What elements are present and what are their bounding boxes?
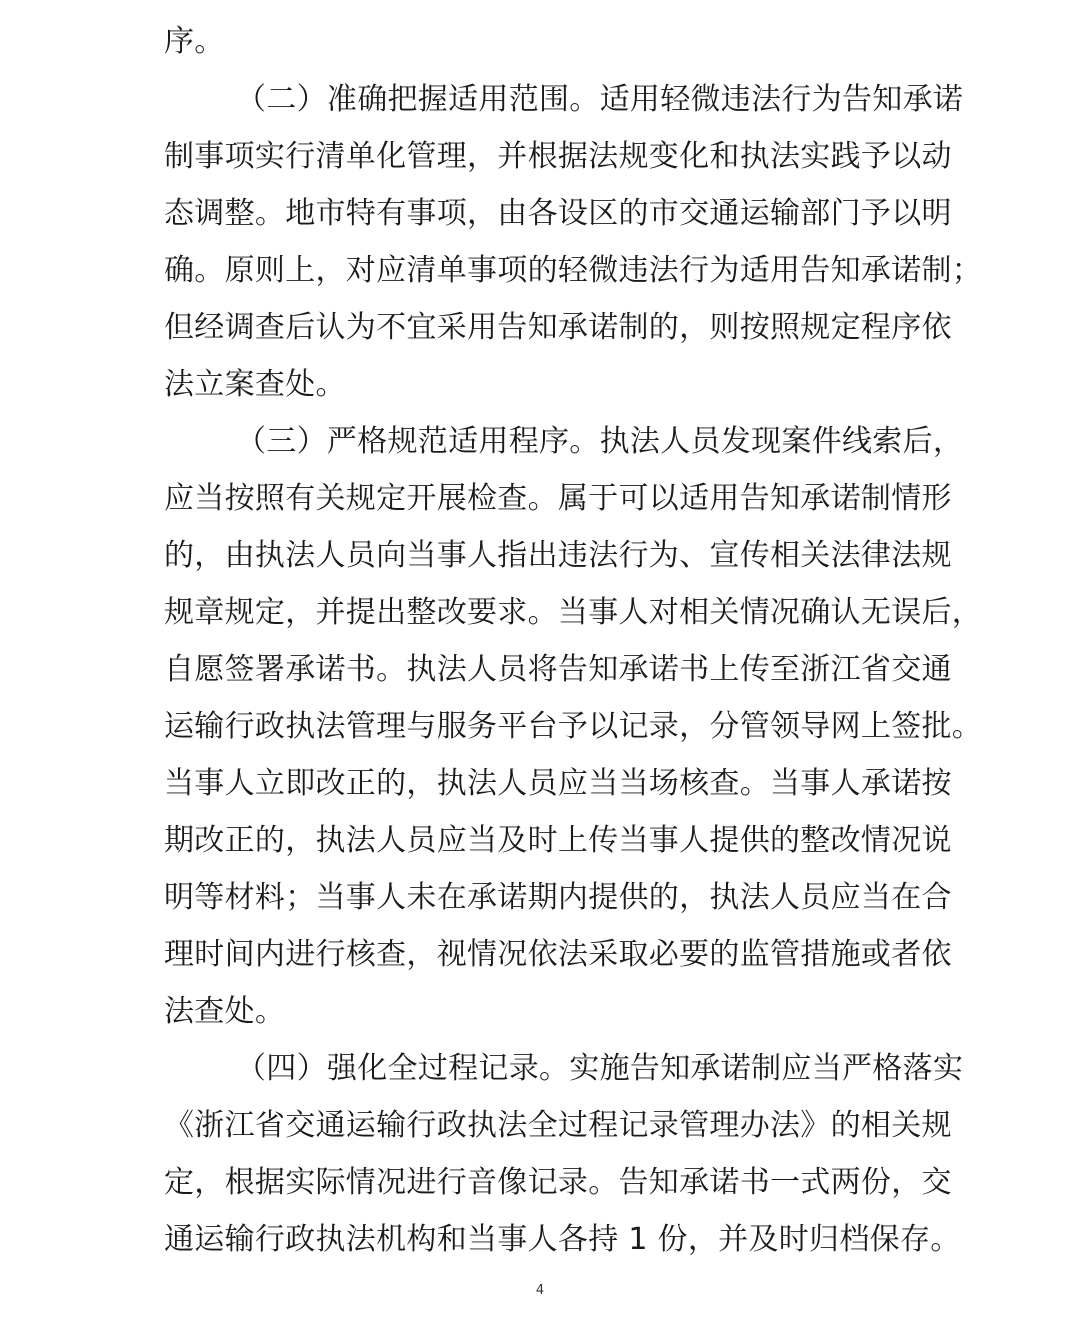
text-line: 但经调查后认为不宜采用告知承诺制的，则按照规定程序依	[164, 310, 952, 345]
text-line: 法立案查处。	[164, 367, 346, 402]
text-line: 确。原则上，对应清单事项的轻微违法行为适用告知承诺制；	[164, 253, 983, 288]
text-line: 序。	[164, 24, 225, 59]
text-line: 定，根据实际情况进行音像记录。告知承诺书一式两份，交	[164, 1165, 952, 1200]
text-line: 态调整。地市特有事项，由各设区的市交通运输部门予以明	[164, 196, 952, 231]
text-line: 自愿签署承诺书。执法人员将告知承诺书上传至浙江省交通	[164, 652, 952, 687]
text-line: 的，由执法人员向当事人指出违法行为、宣传相关法律法规	[164, 538, 952, 573]
text-line: 明等材料；当事人未在承诺期内提供的，执法人员应当在合	[164, 880, 952, 915]
text-line: 规章规定，并提出整改要求。当事人对相关情况确认无误后，	[164, 595, 983, 630]
text-line: 制事项实行清单化管理，并根据法规变化和执法实践予以动	[164, 139, 952, 174]
text-line: 应当按照有关规定开展检查。属于可以适用告知承诺制情形	[164, 481, 952, 516]
section-three-heading-line: （三）严格规范适用程序。执法人员发现案件线索后，	[236, 424, 964, 459]
text-line: 法查处。	[164, 994, 286, 1029]
text-line: 通运输行政执法机构和当事人各持 1 份，并及时归档保存。	[164, 1222, 961, 1257]
section-two-heading-line: （二）准确把握适用范围。适用轻微违法行为告知承诺	[236, 82, 964, 117]
text-line: 期改正的，执法人员应当及时上传当事人提供的整改情况说	[164, 823, 952, 858]
text-line: 运输行政执法管理与服务平台予以记录，分管领导网上签批。	[164, 709, 983, 744]
text-line: 当事人立即改正的，执法人员应当当场核查。当事人承诺按	[164, 766, 952, 801]
page-number: 4	[535, 1283, 545, 1298]
text-line: 理时间内进行核查，视情况依法采取必要的监管措施或者依	[164, 937, 952, 972]
text-line: 《浙江省交通运输行政执法全过程记录管理办法》的相关规	[164, 1108, 952, 1143]
section-four-heading-line: （四）强化全过程记录。实施告知承诺制应当严格落实	[236, 1051, 964, 1086]
